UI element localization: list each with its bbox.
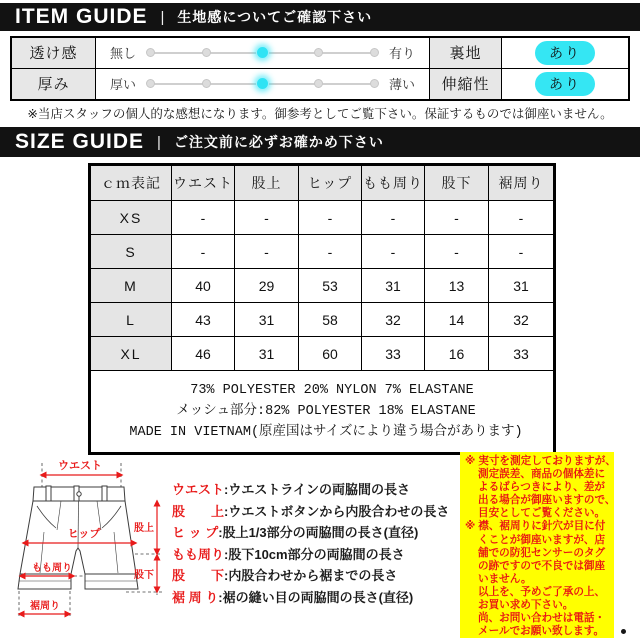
material-info	[90, 371, 555, 454]
slider-dot	[314, 48, 323, 57]
size-table-header-cell: ｃｍ表記	[90, 165, 172, 201]
material-line: 73% POLYESTER 20% NYLON 7% ELASTANE	[190, 383, 474, 398]
fabric-row-label-thickness: 厚み	[12, 69, 96, 100]
slider-min-label: 厚い	[110, 77, 137, 93]
slider-min-label: 無し	[110, 46, 137, 62]
size-cell: -	[235, 201, 299, 235]
measurement-row	[172, 548, 449, 562]
measurement-row	[172, 591, 449, 605]
size-cell: -	[172, 235, 235, 269]
size-cell: 32	[362, 303, 425, 337]
measurement-row	[172, 526, 449, 540]
slider-dot	[146, 48, 155, 57]
notice-line: 出る場合が御座いますので、	[478, 494, 616, 507]
measurement-definition: :股下10cm部分の両脇間の長さ	[224, 546, 405, 562]
size-table-header-cell: もも周り	[362, 165, 425, 201]
notice-line: くことが御座いますが、店	[478, 533, 606, 546]
material-line: メッシュ部分:82% POLYESTER 18% ELASTANE	[176, 404, 476, 419]
notice-line: 以上を、予めご了承の上、	[478, 585, 606, 598]
measurement-definitions	[172, 483, 449, 612]
size-cell: -	[362, 235, 425, 269]
size-cell: 58	[299, 303, 362, 337]
size-table-header-cell: 股下	[425, 165, 489, 201]
notice-line: 尚、お問い合わせは電話・	[478, 612, 606, 625]
size-cell: -	[362, 201, 425, 235]
diagram-inseam-label: 股下	[134, 570, 154, 581]
size-table-header-row	[90, 165, 555, 201]
stretch-label: 伸縮性	[430, 69, 502, 100]
size-cell: 32	[489, 303, 555, 337]
measurement-definition: :股上1/3部分の両脇間の長さ(直径)	[218, 525, 419, 540]
fabric-feel-table	[10, 36, 630, 101]
page-indicator-dot	[621, 629, 626, 634]
header-separator: |	[160, 8, 165, 26]
slider-max-label: 薄い	[388, 77, 415, 93]
size-cell: 31	[235, 303, 299, 337]
size-cell: 31	[489, 269, 555, 303]
size-cell: 31	[362, 269, 425, 303]
slider-dot	[202, 79, 211, 88]
measurement-term: もも周り	[172, 546, 225, 562]
notice-box	[460, 452, 614, 638]
size-cell: 53	[299, 269, 362, 303]
slider-dot-active	[256, 77, 269, 90]
slider-dot-active	[256, 46, 269, 59]
slider-dot	[202, 48, 211, 57]
notice-line: お買い求め下さい。	[478, 599, 574, 612]
size-cell: -	[489, 201, 555, 235]
size-cell: 46	[172, 337, 235, 371]
size-cell: 14	[425, 303, 489, 337]
measurement-term: 股 下	[172, 568, 225, 583]
size-row-m	[90, 269, 555, 303]
size-row-l	[90, 303, 555, 337]
notice-line: の跡ですので不良では御座	[478, 559, 606, 572]
measurement-row	[172, 569, 449, 583]
measurement-row	[172, 483, 449, 497]
size-table	[88, 163, 556, 455]
slider-dot	[314, 79, 323, 88]
measurement-definition: :ウエストボタンから内股合わせの長さ	[224, 503, 450, 519]
diagram-thigh-label: もも周り	[32, 563, 72, 574]
notice-line: 目安としてご覧ください。	[478, 507, 606, 520]
stretch-value-badge: あり	[535, 72, 595, 96]
size-cell: 43	[172, 303, 235, 337]
material-row	[90, 371, 555, 454]
staff-disclaimer: ※当店スタッフの個人的な感想になります。御参考としてご覧下さい。保証するものでは御座いません。	[27, 107, 613, 121]
fabric-row-label-sheerness: 透け感	[12, 38, 96, 69]
diagram-waist-label: ウエスト	[58, 460, 102, 472]
notice-line: よるばらつきにより、差が	[478, 481, 606, 494]
header-separator: |	[157, 133, 161, 151]
size-cell: -	[299, 235, 362, 269]
size-label: S	[90, 235, 172, 269]
lining-label: 裏地	[430, 38, 502, 69]
sheerness-slider	[96, 38, 430, 69]
slider-dot	[146, 79, 155, 88]
item-guide-header	[0, 3, 640, 31]
size-cell: 31	[235, 337, 299, 371]
size-cell: -	[172, 201, 235, 235]
measurement-term: ヒ ッ プ	[172, 525, 219, 540]
size-table-header-cell: 裾周り	[489, 165, 555, 201]
size-cell: 13	[425, 269, 489, 303]
size-row-xl	[90, 337, 555, 371]
diagram-rise-label: 股上	[134, 523, 154, 534]
stretch-value-cell	[502, 69, 628, 100]
size-guide-title: SIZE GUIDE	[15, 130, 145, 153]
size-table-header-cell: ヒップ	[299, 165, 362, 201]
slider-track	[148, 69, 377, 100]
size-guide-header	[0, 127, 640, 157]
slider-dot	[370, 48, 379, 57]
size-cell: -	[425, 201, 489, 235]
notice-line: ※ 実寸を測定しておりますが、	[465, 455, 616, 467]
shorts-diagram-svg	[14, 454, 176, 638]
size-cell: -	[299, 201, 362, 235]
size-cell: 33	[362, 337, 425, 371]
size-guide-subtitle: ご注文前に必ずお確かめ下さい	[173, 134, 384, 150]
notice-line: 舗での防犯センサーのタグ	[478, 546, 606, 559]
size-cell: 60	[299, 337, 362, 371]
measurement-term: 股 上	[172, 503, 225, 519]
diagram-hip-label: ヒップ	[67, 528, 101, 540]
notice-line: 測定誤差、商品の個体差に	[478, 468, 606, 481]
diagram-hem-label: 裾周り	[30, 601, 60, 612]
measurement-term: ウエスト	[172, 482, 225, 497]
size-cell: 29	[235, 269, 299, 303]
measurement-definition: :裾の縫い目の両脇間の長さ(直径)	[218, 589, 414, 605]
size-table-header-cell: 股上	[235, 165, 299, 201]
size-cell: -	[489, 235, 555, 269]
item-guide-title: ITEM GUIDE	[15, 5, 148, 28]
slider-max-label: 有り	[388, 46, 415, 62]
notice-line: ※ 襟、裾周りに針穴が目に付	[465, 520, 606, 533]
size-label: XL	[90, 337, 172, 371]
size-label: M	[90, 269, 172, 303]
slider-track	[148, 38, 377, 68]
thickness-slider	[96, 69, 430, 100]
size-label: L	[90, 303, 172, 337]
measurement-term: 裾 周 り	[172, 589, 219, 605]
size-table-header-cell: ウエスト	[172, 165, 235, 201]
item-guide-subtitle: 生地感についてご確認下さい	[177, 9, 373, 25]
shorts-diagram	[14, 454, 176, 643]
measurement-definition: :ウエストラインの両脇間の長さ	[224, 482, 410, 497]
size-cell: -	[425, 235, 489, 269]
size-row-xs	[90, 201, 555, 235]
lining-value-badge: あり	[535, 41, 595, 65]
notice-line: メールでお願い致します。	[478, 625, 605, 638]
size-label: XS	[90, 201, 172, 235]
measurement-row	[172, 505, 449, 519]
slider-dot	[370, 79, 379, 88]
measurement-definition: :内股合わせから裾までの長さ	[224, 568, 398, 583]
size-cell: 40	[172, 269, 235, 303]
notice-line: いません。	[478, 572, 532, 585]
lining-value-cell	[502, 38, 628, 69]
size-row-s	[90, 235, 555, 269]
size-cell: 16	[425, 337, 489, 371]
size-cell: 33	[489, 337, 555, 371]
material-line: MADE IN VIETNAM(原産国はサイズにより違う場合があります)	[129, 425, 523, 440]
size-cell: -	[235, 235, 299, 269]
